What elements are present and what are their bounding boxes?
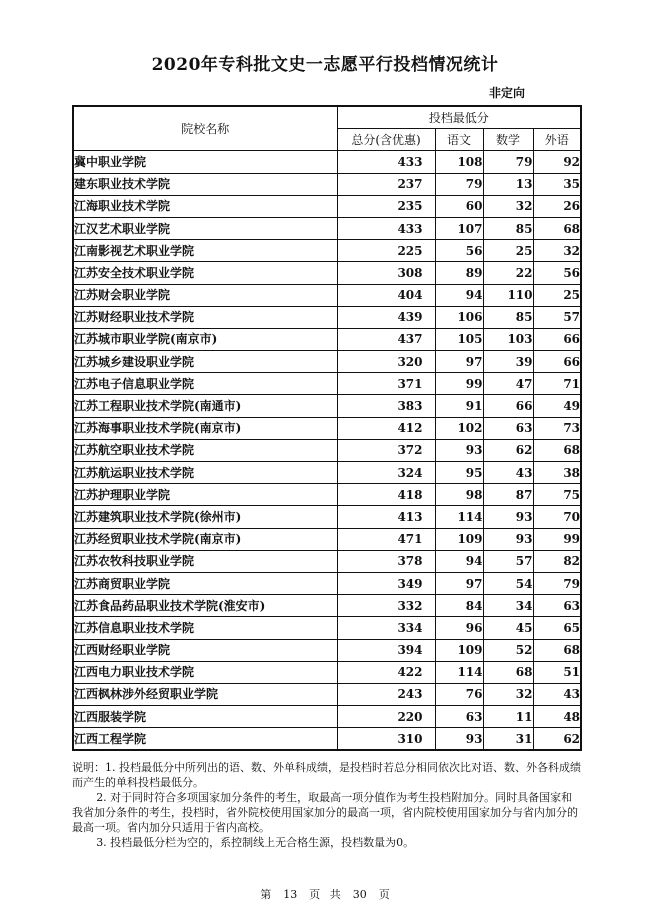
table-cell-total: 394 [337,639,435,661]
table-cell-english: 82 [533,550,581,572]
table-cell-math: 68 [483,661,533,683]
subtitle-non-directional: 非定向 [488,86,525,100]
table-cell-chinese: 79 [435,173,483,195]
table-cell-total: 243 [337,683,435,705]
table-cell-school: 江海职业技术学院 [73,195,337,217]
table-cell-chinese: 109 [435,639,483,661]
table-cell-school: 江苏城市职业学院(南京市) [73,328,337,350]
footer-prefix: 第 [260,888,272,901]
table-cell-school: 江苏工程职业技术学院(南通市) [73,395,337,417]
table-cell-total: 372 [337,439,435,461]
table-cell-english: 68 [533,217,581,239]
table-cell-english: 51 [533,661,581,683]
table-cell-chinese: 99 [435,373,483,395]
table-cell-school: 江苏城乡建设职业学院 [73,351,337,373]
table-cell-total: 471 [337,528,435,550]
table-cell-chinese: 106 [435,306,483,328]
header-math: 数学 [483,129,533,151]
table-cell-english: 56 [533,262,581,284]
table-cell-total: 310 [337,728,435,751]
table-cell-school: 江苏航运职业技术学院 [73,462,337,484]
header-chinese: 语文 [435,129,483,151]
table-cell-chinese: 108 [435,151,483,173]
table-cell-chinese: 91 [435,395,483,417]
table-cell-school: 江苏建筑职业技术学院(徐州市) [73,506,337,528]
table-cell-chinese: 94 [435,550,483,572]
table-cell-total: 235 [337,195,435,217]
table-row [73,395,581,417]
score-table-body [73,151,581,751]
table-row [73,572,581,594]
table-cell-total: 332 [337,595,435,617]
table-cell-total: 422 [337,661,435,683]
page-footer [0,886,650,902]
table-cell-school: 江苏农牧科技职业学院 [73,550,337,572]
table-row [73,462,581,484]
table-cell-math: 93 [483,506,533,528]
table-cell-total: 412 [337,417,435,439]
note-2: 2. 对于同时符合多项国家加分条件的考生，取最高一项分值作为考生投档附加分。同时具备国家和我省加分条件的考生，投档时，省外院校使用国家加分的最高一项，省内院校使用国家加分与省内加分的最高一项。省内加分只适用于省内高校。 [72,791,578,834]
table-cell-math: 103 [483,328,533,350]
table-cell-chinese: 102 [435,417,483,439]
table-cell-school: 江西工程学院 [73,728,337,751]
table-cell-english: 66 [533,328,581,350]
table-cell-chinese: 93 [435,728,483,751]
table-cell-total: 225 [337,240,435,262]
table-cell-school: 江西服装学院 [73,706,337,728]
table-cell-total: 371 [337,373,435,395]
table-cell-school: 冀中职业学院 [73,151,337,173]
table-cell-school: 建东职业技术学院 [73,173,337,195]
table-cell-english: 62 [533,728,581,751]
table-cell-english: 57 [533,306,581,328]
table-cell-school: 江苏信息职业技术学院 [73,617,337,639]
table-cell-total: 320 [337,351,435,373]
table-cell-chinese: 97 [435,572,483,594]
table-row [73,706,581,728]
notes-section [72,760,582,850]
table-cell-math: 22 [483,262,533,284]
table-cell-chinese: 84 [435,595,483,617]
footer-page-number: 13 [283,888,298,901]
table-cell-math: 79 [483,151,533,173]
table-cell-math: 34 [483,595,533,617]
table-cell-chinese: 60 [435,195,483,217]
table-cell-total: 308 [337,262,435,284]
table-cell-english: 75 [533,484,581,506]
table-cell-english: 71 [533,373,581,395]
table-cell-math: 66 [483,395,533,417]
table-cell-math: 47 [483,373,533,395]
table-cell-school: 江苏食品药品职业技术学院(淮安市) [73,595,337,617]
table-cell-school: 江西枫林涉外经贸职业学院 [73,683,337,705]
table-cell-english: 68 [533,639,581,661]
header-min-score-group: 投档最低分 [337,106,581,129]
table-cell-english: 92 [533,151,581,173]
table-cell-english: 32 [533,240,581,262]
table-cell-english: 26 [533,195,581,217]
table-cell-math: 87 [483,484,533,506]
table-cell-total: 378 [337,550,435,572]
table-cell-school: 江苏海事职业技术学院(南京市) [73,417,337,439]
table-row [73,306,581,328]
table-cell-english: 79 [533,572,581,594]
table-cell-math: 93 [483,528,533,550]
table-cell-chinese: 56 [435,240,483,262]
table-cell-english: 63 [533,595,581,617]
table-cell-chinese: 109 [435,528,483,550]
table-cell-english: 38 [533,462,581,484]
table-cell-total: 433 [337,217,435,239]
table-row [73,484,581,506]
table-row [73,595,581,617]
table-row [73,439,581,461]
table-cell-school: 江苏护理职业学院 [73,484,337,506]
table-cell-math: 52 [483,639,533,661]
table-cell-chinese: 105 [435,328,483,350]
table-cell-total: 324 [337,462,435,484]
table-cell-english: 48 [533,706,581,728]
table-row [73,528,581,550]
table-cell-chinese: 89 [435,262,483,284]
table-cell-math: 57 [483,550,533,572]
table-cell-total: 220 [337,706,435,728]
table-cell-school: 江西电力职业技术学院 [73,661,337,683]
footer-middle: 页 共 [309,888,341,901]
table-row [73,328,581,350]
table-cell-total: 383 [337,395,435,417]
table-cell-school: 江苏航空职业技术学院 [73,439,337,461]
table-cell-english: 68 [533,439,581,461]
table-cell-math: 39 [483,351,533,373]
table-cell-math: 85 [483,217,533,239]
note-1: 说明：1. 投档最低分中所列出的语、数、外单科成绩，是投档时若总分相同依次比对语、数、外各科成绩而产生的单科投档最低分。 [72,761,581,789]
table-cell-school: 江苏电子信息职业学院 [73,373,337,395]
table-row [73,417,581,439]
table-cell-chinese: 96 [435,617,483,639]
table-cell-total: 439 [337,306,435,328]
table-cell-total: 404 [337,284,435,306]
table-row [73,240,581,262]
page-title: 2020年专科批文史一志愿平行投档情况统计 [151,55,499,75]
table-cell-math: 62 [483,439,533,461]
table-cell-math: 13 [483,173,533,195]
table-row [73,351,581,373]
table-cell-school: 江汉艺术职业学院 [73,217,337,239]
table-cell-english: 73 [533,417,581,439]
table-row [73,550,581,572]
table-cell-chinese: 94 [435,284,483,306]
table-row [73,284,581,306]
table-cell-school: 江西财经职业学院 [73,639,337,661]
table-cell-chinese: 76 [435,683,483,705]
table-cell-math: 32 [483,683,533,705]
table-cell-school: 江南影视艺术职业学院 [73,240,337,262]
table-row [73,262,581,284]
table-cell-school: 江苏安全技术职业学院 [73,262,337,284]
note-3: 3. 投档最低分栏为空的，系控制线上无合格生源，投档数量为0。 [96,836,415,849]
table-cell-math: 31 [483,728,533,751]
table-row [73,683,581,705]
table-row [73,373,581,395]
table-row [73,617,581,639]
header-total: 总分(含优惠) [337,129,435,151]
table-cell-english: 49 [533,395,581,417]
table-cell-total: 334 [337,617,435,639]
table-cell-school: 江苏财会职业学院 [73,284,337,306]
table-cell-english: 99 [533,528,581,550]
table-row [73,506,581,528]
table-cell-chinese: 95 [435,462,483,484]
table-row [73,151,581,173]
table-row [73,728,581,751]
table-cell-chinese: 114 [435,506,483,528]
footer-total-pages: 30 [352,888,367,901]
table-row [73,661,581,683]
table-cell-math: 110 [483,284,533,306]
table-cell-total: 433 [337,151,435,173]
table-cell-school: 江苏财经职业技术学院 [73,306,337,328]
table-cell-english: 65 [533,617,581,639]
header-english: 外语 [533,129,581,151]
table-cell-english: 43 [533,683,581,705]
table-cell-english: 70 [533,506,581,528]
table-cell-math: 54 [483,572,533,594]
table-cell-chinese: 114 [435,661,483,683]
table-cell-english: 25 [533,284,581,306]
header-school-name: 院校名称 [73,106,337,151]
table-cell-school: 江苏经贸职业技术学院(南京市) [73,528,337,550]
table-cell-total: 237 [337,173,435,195]
table-cell-math: 45 [483,617,533,639]
table-cell-chinese: 63 [435,706,483,728]
table-row [73,217,581,239]
table-cell-math: 11 [483,706,533,728]
table-cell-math: 32 [483,195,533,217]
table-cell-school: 江苏商贸职业学院 [73,572,337,594]
table-cell-english: 66 [533,351,581,373]
table-cell-total: 418 [337,484,435,506]
table-cell-chinese: 98 [435,484,483,506]
table-row [73,639,581,661]
table-cell-chinese: 97 [435,351,483,373]
table-cell-math: 43 [483,462,533,484]
table-cell-total: 349 [337,572,435,594]
table-cell-math: 25 [483,240,533,262]
table-cell-total: 413 [337,506,435,528]
table-cell-chinese: 93 [435,439,483,461]
table-cell-math: 63 [483,417,533,439]
table-cell-total: 437 [337,328,435,350]
table-cell-english: 35 [533,173,581,195]
table-cell-math: 85 [483,306,533,328]
table-cell-chinese: 107 [435,217,483,239]
table-row [73,195,581,217]
footer-suffix: 页 [378,888,390,901]
table-row [73,173,581,195]
score-table [72,105,582,751]
